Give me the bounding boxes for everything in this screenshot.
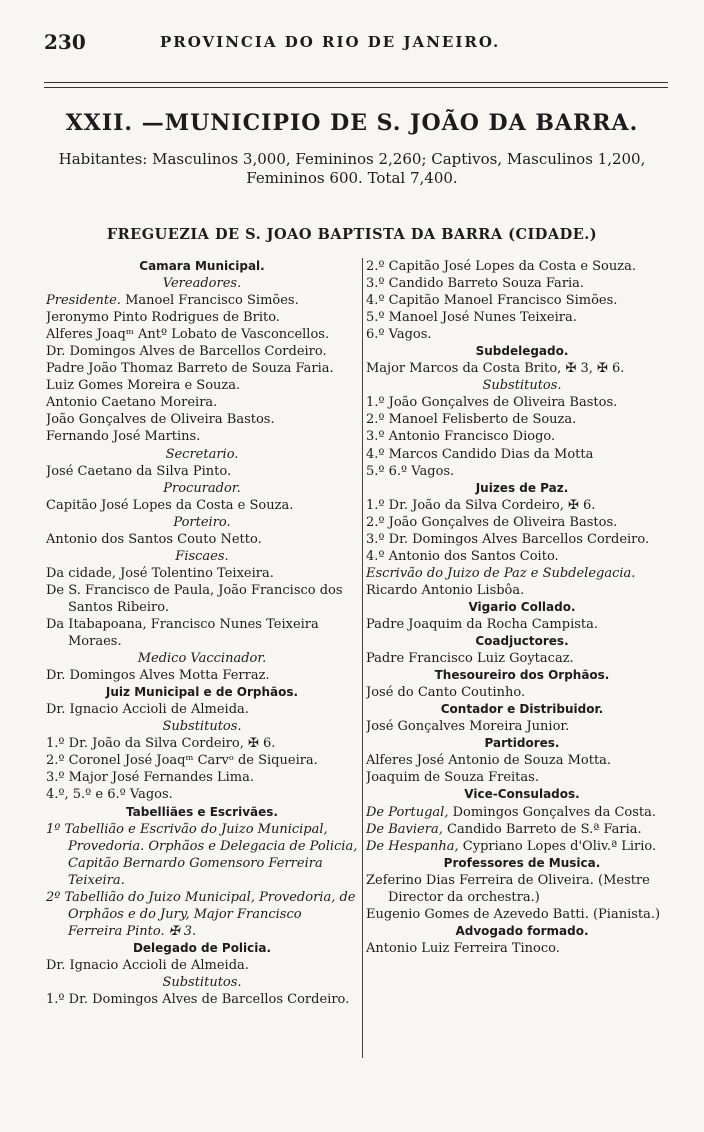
list-item: 4.º Capitão Manoel Francisco Simões. [366,293,618,309]
list-item: Alferes José Antonio de Souza Motta. [366,753,612,769]
list-item: Antonio dos Santos Couto Netto. [46,531,262,547]
section-heading: Coadjuctores. [475,634,569,649]
list-item: 3.º Dr. Domingos Alves Barcellos Cordeiro. [366,531,650,547]
section-heading: Vice-Consulados. [464,787,580,802]
consulado-name: Candido Barreto de S.ª Faria. [447,821,642,837]
section-heading: Partidores. [484,736,560,751]
list-item: 1.º João Gonçalves de Oliveira Bastos. [366,395,618,411]
list-item: Escrivão do Juizo de Paz e Subdelegacia. [366,565,636,581]
list-item: José do Canto Coutinho. [366,685,526,701]
consulado-country: De Baviera, [366,821,443,837]
list-item: 4.º Antonio dos Santos Coito. [366,548,559,564]
list-item: Dr. Domingos Alves Motta Ferraz. [46,668,270,684]
list-item: Padre Francisco Luiz Goytacaz. [366,651,574,667]
list-item: Padre Joaquim da Rocha Campista. [366,616,599,632]
list-item: 4.º Marcos Candido Dias da Motta [366,446,594,462]
subheading: Procurador. [163,480,241,496]
list-item: 5.º 6.º Vagos. [366,463,455,479]
list-item: Zeferino Dias Ferreira de Oliveira. (Mestre Director da orchestra.) [366,872,650,905]
list-item: 2º Tabellião do Juizo Municipal, Provedoria, de Orphãos e do Jury, Major Francisco Ferreira Pinto. ✠ 3. [46,889,356,939]
list-item: 1.º Dr. João da Silva Cordeiro, ✠ 6. [46,736,276,752]
list-item: De S. Francisco de Paula, João Francisco dos Santos Ribeiro. [46,582,343,615]
list-item: 2.º Capitão José Lopes da Costa e Souza. [366,259,636,274]
list-item: 2.º Manoel Felisberto de Souza. [366,412,577,428]
list-item [46,292,358,309]
subheading: Substitutos. [162,719,242,735]
consulado-country: De Hespanha, [366,838,459,854]
consulado-name: Cypriano Lopes d'Oliv.ª Lirio. [462,838,657,854]
list-item: Padre João Thomaz Barreto de Souza Faria. [46,361,334,377]
parish-title: FREGUEZIA DE S. JOAO BAPTISTA DA BARRA (CIDADE.) [106,226,598,243]
list-item: 3.º Antonio Francisco Diogo. [366,429,556,445]
subheading: Secretario. [165,446,239,462]
list-item: Da cidade, José Tolentino Teixeira. [46,565,274,581]
list-item: Dr. Ignacio Accioli de Almeida. [46,957,249,973]
list-item: 5.º Manoel José Nunes Teixeira. [366,310,577,326]
list-item: 2.º João Gonçalves de Oliveira Bastos. [366,514,618,530]
presidente-label: Presidente. [46,293,121,309]
consulado-name: Domingos Gonçalves da Costa. [452,804,657,820]
header-rule-top [44,82,668,83]
subheading: Substitutos. [482,378,562,394]
list-item: Joaquim de Souza Freitas. [366,770,539,786]
list-item: 6.º Vagos. [366,327,432,343]
header-rule-bottom [44,87,668,88]
list-item: Jeronymo Pinto Rodrigues de Brito. [46,310,280,326]
population-line-1: Habitantes: Masculinos 3,000, Femininos 2,260; Captivos, Masculinos 1,200, [58,150,646,168]
section-heading: Juizes de Paz. [475,480,569,495]
list-item: João Gonçalves de Oliveira Bastos. [46,412,275,428]
section-heading: Contador e Distribuidor. [440,702,604,717]
list-item [366,804,678,821]
list-item: Ricardo Antonio Lisbôa. [366,582,525,598]
left-column [46,258,358,1008]
list-item: José Caetano da Silva Pinto. [46,463,232,479]
section-heading: Subdelegado. [475,344,569,359]
section-heading: Professores de Musica. [443,855,601,870]
subheading: Medico Vaccinador. [137,651,267,667]
list-item: Dr. Domingos Alves de Barcellos Cordeiro. [46,344,327,360]
list-item: 3.º Candido Barreto Souza Faria. [366,276,585,292]
right-column [366,258,678,957]
list-item: 1.º Dr. Domingos Alves de Barcellos Cordeiro. [46,992,350,1008]
section-heading: Advogado formado. [455,923,589,938]
list-item: Da Itabapoana, Francisco Nunes Teixeira Moraes. [46,616,319,650]
list-item: Dr. Ignacio Accioli de Almeida. [46,702,249,718]
subheading: Fiscaes. [175,548,229,564]
list-item [366,838,678,855]
section-heading: Vigario Collado. [468,599,576,614]
list-item: Major Marcos da Costa Brito, ✠ 3, ✠ 6. [366,361,625,377]
subheading: Vereadores. [162,276,242,292]
running-title: PROVINCIA DO RIO DE JANEIRO. [160,33,501,51]
list-item: Alferes Joaqᵐ Antº Lobato de Vasconcellos. [46,327,330,343]
section-heading: Delegado de Policia. [132,940,272,955]
list-item: José Gonçalves Moreira Junior. [366,719,570,735]
subheading: Porteiro. [173,514,231,530]
list-item: Antonio Caetano Moreira. [46,395,218,411]
subheading: Substitutos. [162,974,242,990]
section-heading: Thesoureiro dos Orphãos. [434,668,610,683]
chapter-title: XXII. —MUNICIPIO DE S. JOÃO DA BARRA. [65,110,639,136]
list-item: Fernando José Martins. [46,429,201,445]
page-number: 230 [44,30,86,54]
list-item [366,821,678,838]
list-item: 4.º, 5.º e 6.º Vagos. [46,787,173,803]
list-item: Antonio Luiz Ferreira Tinoco. [366,940,560,956]
list-item: 1.º Dr. João da Silva Cordeiro, ✠ 6. [366,497,596,513]
population-line-2: Femininos 600. Total 7,400. [246,169,458,187]
list-item: 3.º Major José Fernandes Lima. [46,770,254,786]
list-item: Eugenio Gomes de Azevedo Batti. (Pianista.) [366,906,661,922]
column-divider [362,258,363,1058]
section-heading: Camara Municipal. [139,259,265,273]
section-heading: Juiz Municipal e de Orphãos. [105,685,299,700]
consulado-country: De Portugal, [366,804,449,820]
presidente-name: Manoel Francisco Simões. [125,293,299,309]
list-item: Luiz Gomes Moreira e Souza. [46,378,241,394]
list-item: 2.º Coronel José Joaqᵐ Carvᵒ de Siqueira. [46,753,318,769]
list-item: 1º Tabellião e Escrivão do Juizo Municipal, Provedoria. Orphãos e Delegacia de Policia, Capitão Bernardo Gomensoro Ferreira Teixeira. [46,821,358,888]
section-heading: Tabelliães e Escrivães. [126,804,278,819]
list-item: Capitão José Lopes da Costa e Souza. [46,497,294,513]
